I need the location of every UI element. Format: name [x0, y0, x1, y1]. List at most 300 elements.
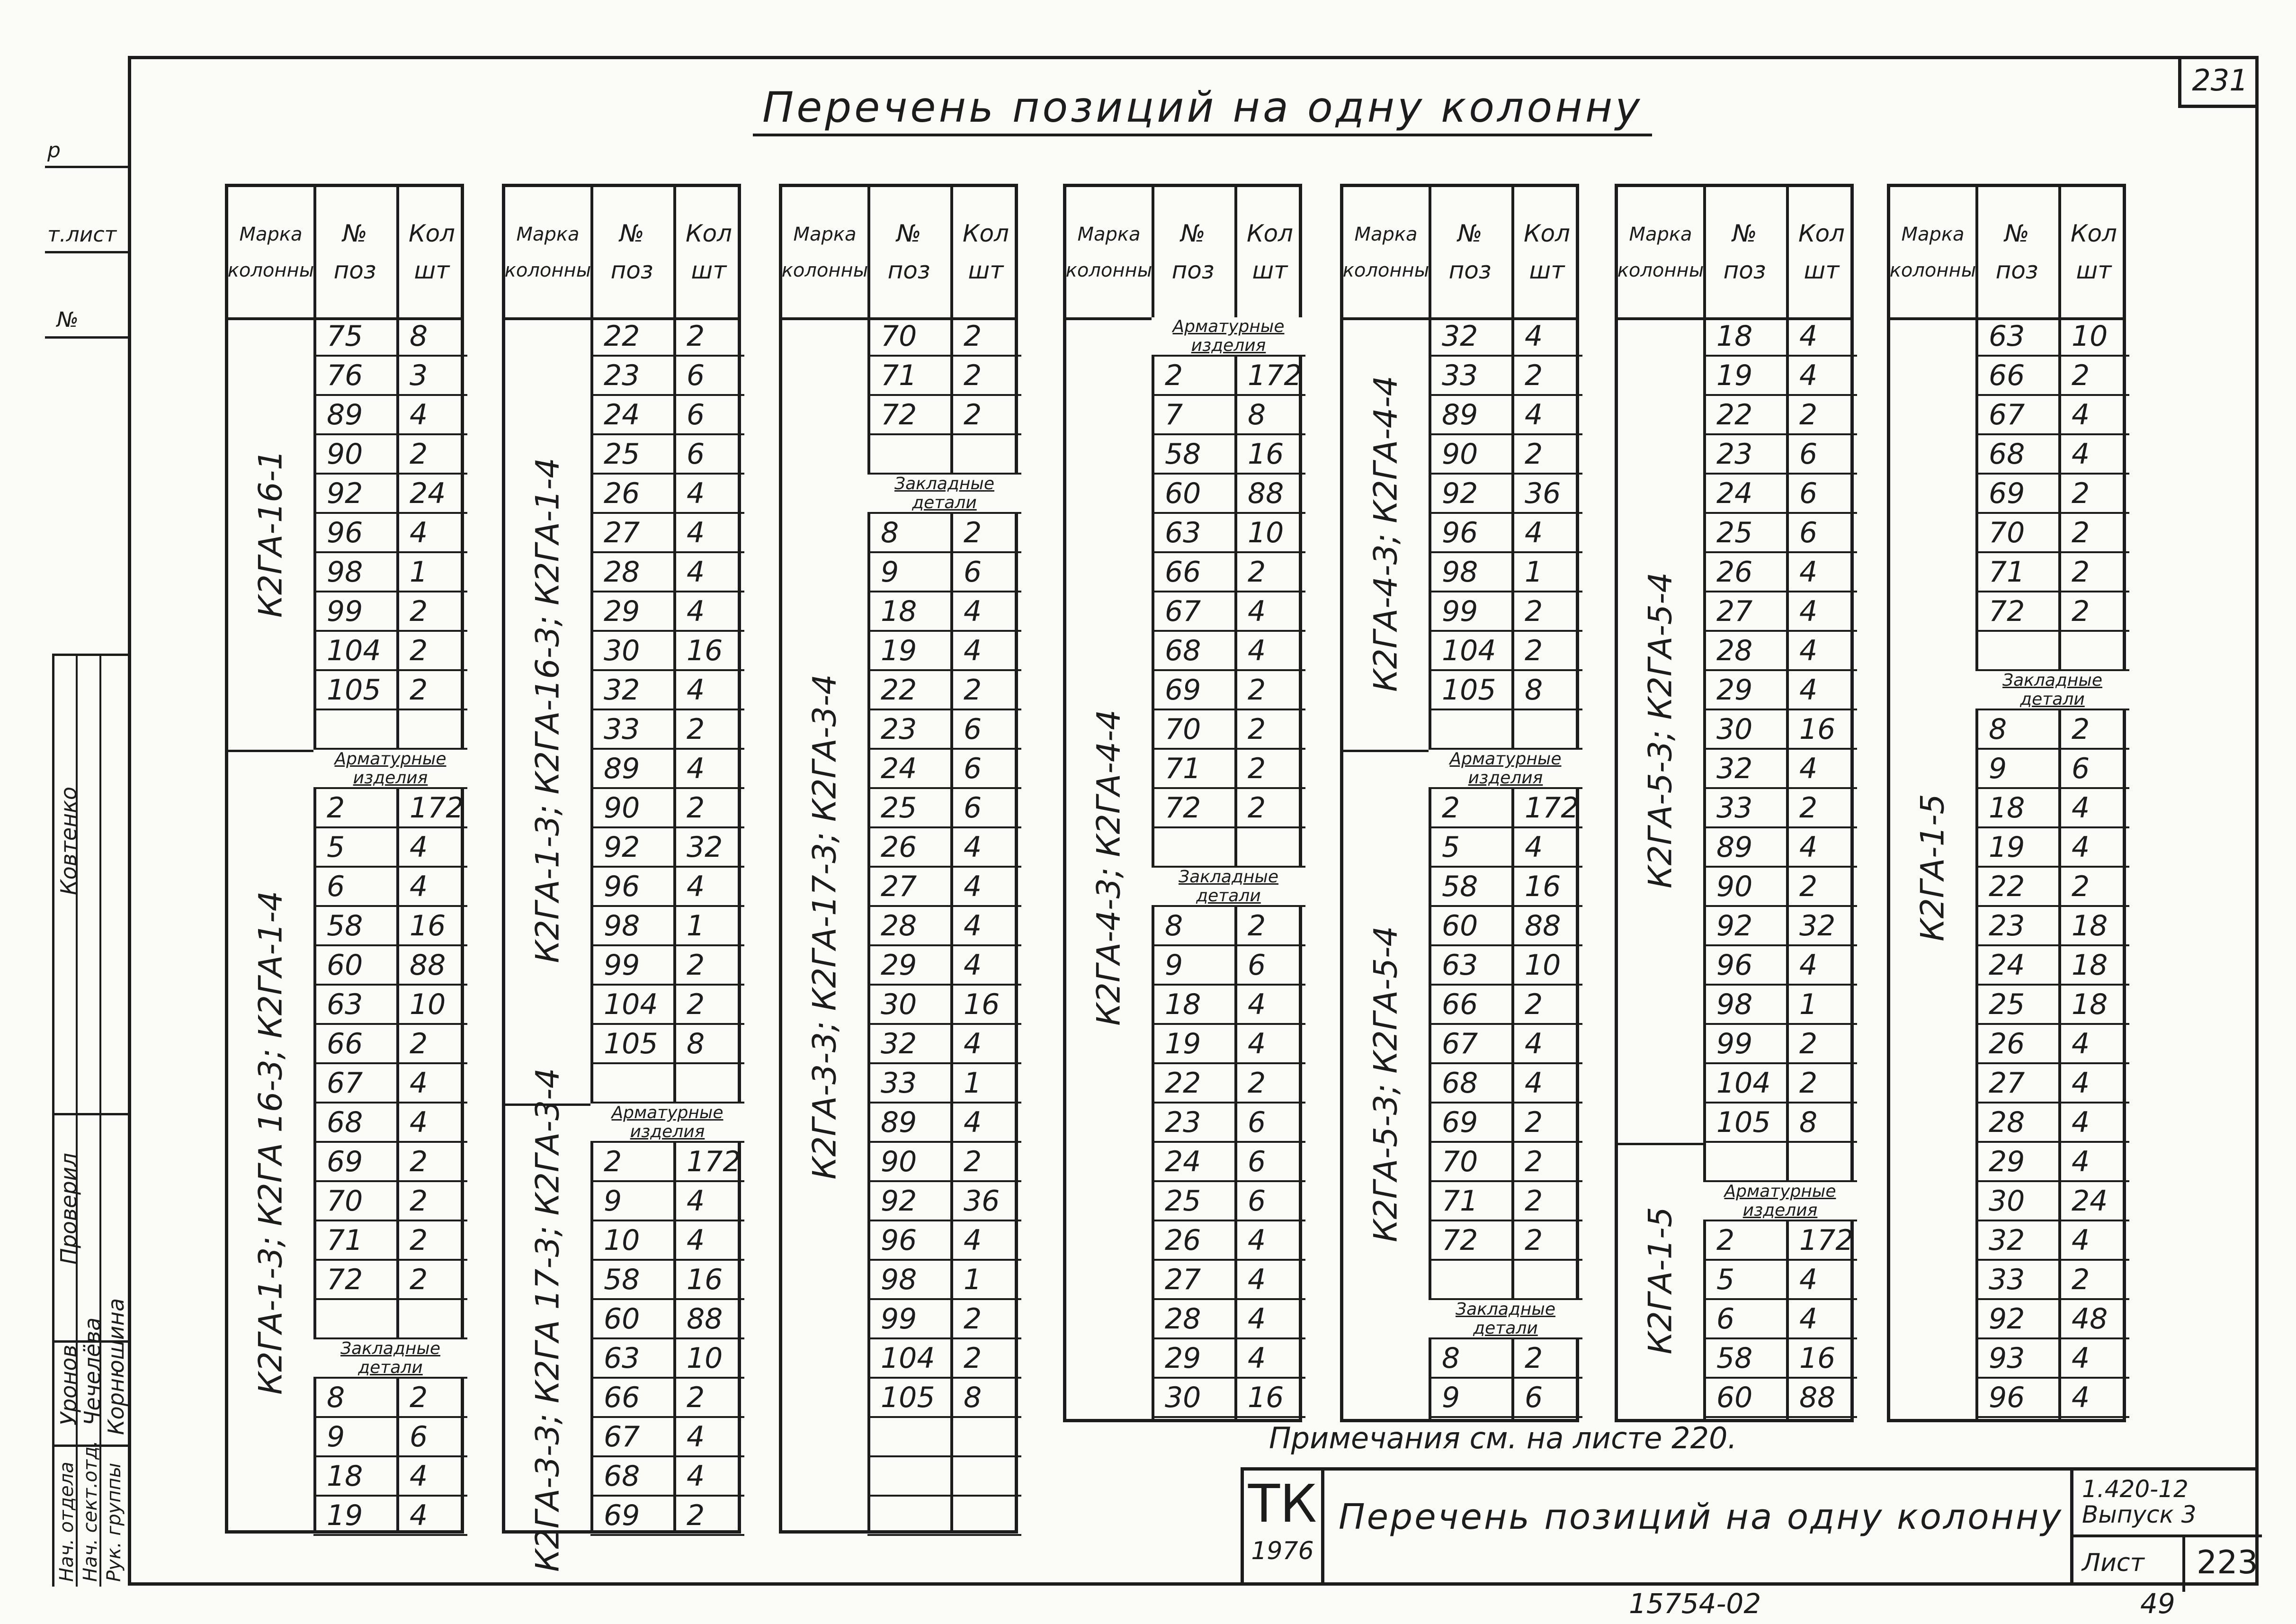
column-mark: К2ГА-4-3; К2ГА-4-4: [1367, 375, 1405, 692]
table-row: [867, 592, 1021, 632]
quantity: 4: [964, 909, 982, 942]
table-row: [590, 907, 744, 946]
position-number: 99: [1442, 594, 1478, 628]
quantity: 2: [2072, 359, 2090, 392]
table-row: [590, 946, 744, 986]
position-number: 66: [1989, 359, 2025, 392]
position-number: 33: [1716, 791, 1753, 825]
column-mark: К2ГА-1-3; К2ГА 16-3; К2ГА-1-4: [252, 890, 290, 1395]
table-row: [1429, 1064, 1582, 1104]
table-row: [1152, 828, 1305, 868]
quantity: 4: [2072, 1381, 2090, 1414]
position-number: 68: [604, 1459, 640, 1493]
table-row: [867, 553, 1021, 592]
table-row: [867, 1339, 1021, 1379]
quantity: 4: [1799, 634, 1818, 667]
quantity: 4: [2072, 1105, 2090, 1139]
position-number: 28: [881, 909, 917, 942]
quantity: 2: [964, 359, 982, 392]
quantity: 16: [1525, 870, 1561, 903]
position-number: 99: [881, 1302, 917, 1336]
quantity: 4: [687, 516, 705, 549]
year: 1976: [1251, 1537, 1314, 1565]
position-number: 71: [881, 359, 917, 392]
position-number: 69: [1989, 476, 2025, 510]
section-header: Арматурные изделия: [1429, 750, 1582, 789]
quantity: 2: [410, 1184, 428, 1218]
position-number: 104: [881, 1341, 935, 1375]
table-row: [1975, 1300, 2129, 1339]
position-number: 105: [881, 1381, 935, 1414]
quantity: 4: [687, 752, 705, 785]
quantity: 88: [410, 948, 446, 982]
table-row: [867, 750, 1021, 789]
page-number: 49: [2140, 1588, 2175, 1620]
quantity: 2: [1525, 987, 1543, 1021]
table-header: [1343, 187, 1576, 320]
quantity: 18: [2072, 948, 2108, 982]
table-row: [867, 632, 1021, 671]
quantity: 2: [687, 1498, 705, 1532]
quantity: 4: [1799, 319, 1818, 353]
quantity: 2: [964, 319, 982, 353]
table-row: [1975, 396, 2129, 435]
position-number: 22: [1989, 870, 2025, 903]
section-header: Арматурные изделия: [1152, 317, 1305, 357]
table-row: [1429, 357, 1582, 396]
table-row: [867, 907, 1021, 946]
table-row: [1975, 632, 2129, 671]
quantity: 10: [410, 987, 446, 1021]
table-row: [590, 868, 744, 907]
table-row: [1975, 317, 2129, 357]
series-code: 1.420-12: [2082, 1475, 2189, 1503]
table-row: [1975, 828, 2129, 868]
position-number: 90: [1442, 437, 1478, 471]
quantity: 4: [964, 594, 982, 628]
position-number: 63: [1989, 319, 2025, 353]
quantity: 2: [1248, 909, 1266, 942]
quantity: 4: [1525, 1027, 1543, 1060]
table-row: [313, 1143, 467, 1182]
table-row: [1975, 868, 2129, 907]
quantity: 2: [1248, 555, 1266, 589]
quantity: 1: [687, 909, 705, 942]
table-row: [1975, 1025, 2129, 1064]
quantity: 2: [410, 1381, 428, 1414]
section-header: Закладные детали: [1152, 868, 1305, 907]
table-row: [867, 789, 1021, 828]
table-row: [590, 1418, 744, 1457]
table-row: [1429, 1025, 1582, 1064]
table-row: [1429, 986, 1582, 1025]
table-row: [867, 986, 1021, 1025]
sheet-number: 231: [2178, 56, 2259, 108]
quantity: 32: [1799, 909, 1836, 942]
position-number: 24: [604, 398, 640, 431]
position-number: 32: [1442, 319, 1478, 353]
table-header: [228, 187, 461, 320]
table-row: [1152, 357, 1305, 396]
quantity: 4: [964, 1223, 982, 1257]
table-row: [1152, 1300, 1305, 1339]
table-row: [867, 514, 1021, 553]
quantity: 2: [2072, 1263, 2090, 1296]
table-row: [867, 1182, 1021, 1221]
position-number: 68: [1442, 1066, 1478, 1100]
position-number: 33: [1989, 1263, 2025, 1296]
position-number: 26: [881, 830, 917, 864]
table-row: [590, 671, 744, 710]
position-number: 9: [1989, 752, 2007, 785]
table-row: [1152, 514, 1305, 553]
quantity: 4: [1525, 1066, 1543, 1100]
table-row: [1152, 710, 1305, 750]
table-row: [1703, 357, 1857, 396]
header-pos: № поз: [333, 220, 376, 284]
position-number: 24: [1165, 1145, 1201, 1178]
section-header: Закладные детали: [313, 1339, 467, 1379]
quantity: 4: [1525, 398, 1543, 431]
table-row: [1703, 317, 1857, 357]
position-table: [1340, 184, 1579, 1422]
quantity: 16: [1799, 1341, 1836, 1375]
quantity: 172: [1525, 791, 1579, 825]
table-row: [1152, 946, 1305, 986]
position-number: 89: [881, 1105, 917, 1139]
table-row: [1152, 1221, 1305, 1261]
position-number: 66: [604, 1381, 640, 1414]
quantity: 6: [1799, 476, 1818, 510]
quantity: 2: [1248, 712, 1266, 746]
quantity: 2: [964, 516, 982, 549]
quantity: 4: [964, 948, 982, 982]
table-row: [590, 750, 744, 789]
position-number: 2: [1442, 791, 1460, 825]
table-row: [313, 1300, 467, 1339]
table-row: [1703, 1025, 1857, 1064]
quantity: 4: [687, 594, 705, 628]
table-row: [1975, 592, 2129, 632]
header-pos: № поз: [1723, 220, 1766, 284]
table-row: [1703, 1261, 1857, 1300]
table-row: [1975, 986, 2129, 1025]
position-number: 8: [1442, 1341, 1460, 1375]
quantity: 4: [410, 1105, 428, 1139]
table-row: [1975, 475, 2129, 514]
position-number: 26: [1165, 1223, 1201, 1257]
table-row: [313, 1182, 467, 1221]
position-number: 32: [1989, 1223, 2025, 1257]
position-number: 30: [1989, 1184, 2025, 1218]
quantity: 2: [410, 437, 428, 471]
table-row: [1703, 710, 1857, 750]
quantity: 2: [964, 1145, 982, 1178]
position-number: 29: [881, 948, 917, 982]
table-row: [313, 553, 467, 592]
table-row: [1703, 986, 1857, 1025]
table-row: [867, 1418, 1021, 1457]
position-number: 19: [1165, 1027, 1201, 1060]
table-row: [1703, 1221, 1857, 1261]
quantity: 4: [964, 1105, 982, 1139]
position-number: 96: [1442, 516, 1478, 549]
quantity: 2: [687, 987, 705, 1021]
position-number: 72: [1442, 1223, 1478, 1257]
quantity: 10: [1248, 516, 1284, 549]
table-row: [1429, 1104, 1582, 1143]
position-number: 89: [327, 398, 363, 431]
position-number: 9: [1165, 948, 1183, 982]
quantity: 2: [1799, 1066, 1818, 1100]
position-number: 71: [327, 1223, 363, 1257]
quantity: 2: [2072, 476, 2090, 510]
table-row: [1152, 907, 1305, 946]
table-row: [1152, 671, 1305, 710]
header-qty: Кол шт: [408, 220, 456, 284]
table-row: [1429, 632, 1582, 671]
column-mark: К2ГА-1-5: [1914, 794, 1952, 942]
header-pos: № поз: [1995, 220, 2038, 284]
position-number: 75: [327, 319, 363, 353]
table-row: [1975, 750, 2129, 789]
position-number: 30: [604, 634, 640, 667]
position-number: 22: [1716, 398, 1753, 431]
position-number: 5: [327, 830, 345, 864]
table-row: [313, 1379, 467, 1418]
quantity: 4: [1248, 1027, 1266, 1060]
position-number: 96: [327, 516, 363, 549]
quantity: 6: [687, 398, 705, 431]
quantity: 6: [964, 791, 982, 825]
position-number: 22: [1165, 1066, 1201, 1100]
quantity: 36: [964, 1184, 1000, 1218]
position-number: 96: [1716, 948, 1753, 982]
position-number: 69: [1165, 673, 1201, 707]
position-number: 22: [881, 673, 917, 707]
quantity: 4: [1799, 673, 1818, 707]
quantity: 4: [687, 1420, 705, 1454]
quantity: 18: [2072, 987, 2108, 1021]
quantity: 8: [964, 1381, 982, 1414]
position-number: 23: [604, 359, 640, 392]
header-mark: Марка колонны: [1889, 223, 1976, 281]
table-row: [1152, 789, 1305, 828]
header-pos: № поз: [887, 220, 930, 284]
position-number: 92: [881, 1184, 917, 1218]
role: Нач. сект.отд.: [80, 1440, 101, 1582]
table-row: [1975, 1182, 2129, 1221]
position-number: 19: [1716, 359, 1753, 392]
quantity: 8: [410, 319, 428, 353]
position-number: 29: [604, 594, 640, 628]
position-number: 96: [604, 870, 640, 903]
table-row: [1975, 907, 2129, 946]
quantity: 16: [964, 987, 1000, 1021]
name: Чечелёва: [80, 1317, 105, 1426]
position-number: 18: [1716, 319, 1753, 353]
table-row: [1975, 1379, 2129, 1418]
table-row: [1703, 1300, 1857, 1339]
quantity: 4: [1799, 555, 1818, 589]
quantity: 1: [964, 1066, 982, 1100]
table-row: [1703, 396, 1857, 435]
table-row: [590, 1339, 744, 1379]
org-mark: ТК: [1248, 1473, 1317, 1534]
table-row: [867, 435, 1021, 475]
quantity: 4: [1799, 1302, 1818, 1336]
table-row: [1429, 592, 1582, 632]
stamp-title: Перечень позиций на одну колонну: [1339, 1497, 2064, 1537]
quantity: 4: [2072, 1341, 2090, 1375]
quantity: 4: [410, 830, 428, 864]
quantity: 2: [1525, 1341, 1543, 1375]
position-number: 18: [1989, 791, 2025, 825]
quantity: 4: [2072, 1145, 2090, 1178]
quantity: 4: [687, 555, 705, 589]
table-row: [313, 1064, 467, 1104]
position-number: 71: [1165, 752, 1201, 785]
quantity: 4: [410, 1066, 428, 1100]
position-number: 90: [327, 437, 363, 471]
quantity: 2: [687, 1381, 705, 1414]
table-row: [1703, 868, 1857, 907]
position-number: 30: [881, 987, 917, 1021]
table-row: [1429, 435, 1582, 475]
position-number: 66: [1442, 987, 1478, 1021]
quantity: 2: [1525, 359, 1543, 392]
table-row: [867, 1457, 1021, 1497]
position-number: 18: [1165, 987, 1201, 1021]
quantity: 172: [687, 1145, 741, 1178]
table-row: [1703, 475, 1857, 514]
position-number: 99: [327, 594, 363, 628]
quantity: 4: [2072, 791, 2090, 825]
quantity: 16: [687, 634, 723, 667]
position-number: 104: [327, 634, 381, 667]
table-row: [1975, 1261, 2129, 1300]
table-row: [1152, 435, 1305, 475]
position-number: 99: [604, 948, 640, 982]
position-number: 89: [1716, 830, 1753, 864]
table-row: [590, 475, 744, 514]
quantity: 172: [1799, 1223, 1854, 1257]
position-number: 66: [1165, 555, 1201, 589]
header-pos: № поз: [1171, 220, 1215, 284]
position-number: 19: [881, 634, 917, 667]
header-qty: Кол шт: [962, 220, 1010, 284]
position-number: 60: [327, 948, 363, 982]
position-number: 90: [881, 1145, 917, 1178]
table-row: [313, 1457, 467, 1497]
table-row: [313, 632, 467, 671]
position-number: 28: [1165, 1302, 1201, 1336]
table-row: [867, 357, 1021, 396]
position-number: 70: [1442, 1145, 1478, 1178]
position-number: 27: [1165, 1263, 1201, 1296]
issue: Выпуск 3: [2082, 1501, 2197, 1528]
quantity: 4: [1799, 594, 1818, 628]
position-number: 72: [1989, 594, 2025, 628]
quantity: 4: [1525, 516, 1543, 549]
position-number: 23: [881, 712, 917, 746]
table-row: [867, 710, 1021, 750]
header-mark: Марка колонны: [504, 223, 591, 281]
quantity: 16: [1248, 1381, 1284, 1414]
quantity: 10: [687, 1341, 723, 1375]
quantity: 4: [410, 516, 428, 549]
quantity: 1: [410, 555, 428, 589]
quantity: 1: [1525, 555, 1543, 589]
position-number: 60: [1716, 1381, 1753, 1414]
position-number: 25: [1716, 516, 1753, 549]
table-row: [313, 1261, 467, 1300]
table-row: [867, 946, 1021, 986]
table-row: [590, 710, 744, 750]
header-mark: Марка колонны: [1342, 223, 1429, 281]
table-row: [1703, 946, 1857, 986]
table-row: [313, 789, 467, 828]
header-mark: Марка колонны: [1065, 223, 1152, 281]
position-number: 70: [1989, 516, 2025, 549]
quantity: 3: [410, 359, 428, 392]
table-row: [313, 828, 467, 868]
position-number: 29: [1989, 1145, 2025, 1178]
quantity: 2: [1248, 1066, 1266, 1100]
quantity: 2: [410, 673, 428, 707]
section-header: Арматурные изделия: [1703, 1182, 1857, 1221]
quantity: 2: [410, 1145, 428, 1178]
table-row: [590, 317, 744, 357]
position-number: 105: [327, 673, 381, 707]
table-row: [1429, 789, 1582, 828]
table-row: [1703, 553, 1857, 592]
quantity: 4: [964, 830, 982, 864]
position-number: 22: [604, 319, 640, 353]
quantity: 10: [2072, 319, 2108, 353]
quantity: 2: [687, 712, 705, 746]
name: Корнюшина: [103, 1298, 129, 1435]
quantity: 2: [1525, 1223, 1543, 1257]
quantity: 6: [1248, 1105, 1266, 1139]
position-number: 89: [1442, 398, 1478, 431]
quantity: 4: [687, 1223, 705, 1257]
quantity: 2: [1799, 1027, 1818, 1060]
position-number: 72: [1165, 791, 1201, 825]
table-row: [1152, 1261, 1305, 1300]
table-row: [1703, 828, 1857, 868]
title-block: [1241, 1467, 2259, 1586]
position-number: 23: [1716, 437, 1753, 471]
table-row: [313, 475, 467, 514]
section-header: Закладные детали: [1429, 1300, 1582, 1339]
position-number: 67: [1165, 594, 1201, 628]
position-number: 8: [1989, 712, 2007, 746]
quantity: 172: [410, 791, 464, 825]
quantity: 4: [964, 870, 982, 903]
quantity: 4: [687, 1184, 705, 1218]
table-row: [313, 907, 467, 946]
quantity: 24: [410, 476, 446, 510]
position-number: 58: [327, 909, 363, 942]
position-number: 72: [327, 1263, 363, 1296]
table-row: [590, 789, 744, 828]
position-number: 25: [881, 791, 917, 825]
position-number: 96: [881, 1223, 917, 1257]
quantity: 2: [1525, 1105, 1543, 1139]
table-row: [1703, 1339, 1857, 1379]
position-number: 24: [1989, 948, 2025, 982]
